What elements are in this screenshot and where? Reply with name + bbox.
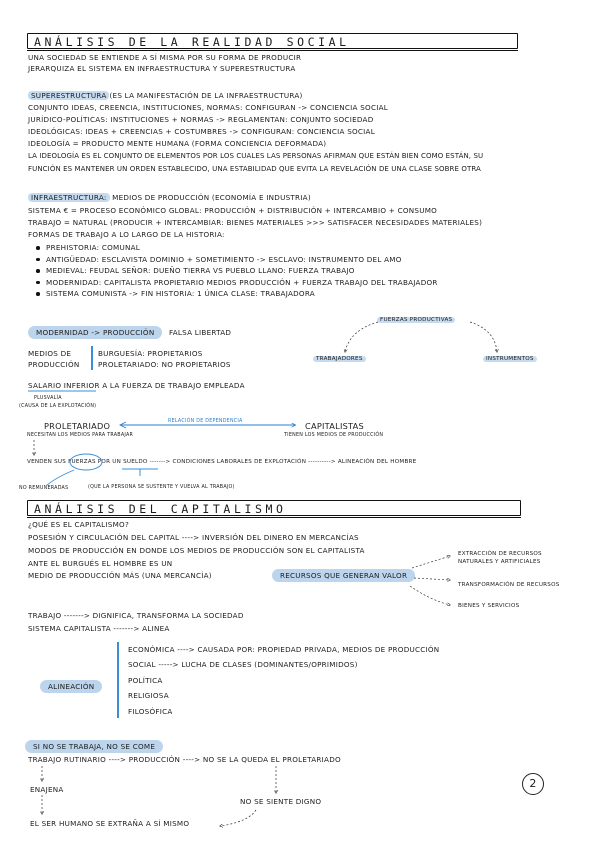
superestructura-heading-rest: (ES LA MANIFESTACIÓN DE LA INFRAESTRUCTURA) — [109, 91, 303, 100]
superestructura-line-2: JURÍDICO-POLÍTICAS: INSTITUCIONES + NORMAS -> REGLAMENTAN: CONJUNTO SOCIEDAD — [28, 115, 374, 124]
plusvalia-text: PLUSVALÍA — [34, 396, 62, 401]
capitalismo-line-5: MEDIO DE PRODUCCIÓN MÁS (UNA MERCANCÍA) — [28, 571, 212, 580]
sueldo-underline — [122, 469, 158, 476]
medios-label-1: MEDIOS DE — [28, 349, 72, 358]
list-item: MODERNIDAD: CAPITALISTA PROPIETARIO MEDIOS PRODUCCIÓN + FUERZA TRABAJO DEL TRABAJADOR — [34, 277, 438, 289]
trabajo-rutinario-text: TRABAJO RUTINARIO ----> PRODUCCIÓN ----> NO SE LA QUEDA EL PROLETARIADO — [28, 755, 341, 764]
sueldo-word: SUELDO — [123, 459, 148, 465]
section-title-capitalismo: ANÁLISIS DEL CAPITALISMO — [27, 500, 521, 516]
infraestructura-line-1: SISTEMA € = PROCESO ECONÓMICO GLOBAL: PRODUCCIÓN + DISTRIBUCIÓN + INTERCAMBIO + CONSUMO — [28, 206, 438, 215]
extraccion-line-2: NATURALES Y ARTIFICIALES — [458, 559, 541, 565]
superestructura-line-6: FUNCIÓN ES MANTENER UN ORDEN ESTABLECIDO, UNA ESTABILIDAD QUE EVITA LA REVELACIÓN DE UNA CLASE SOBRE OTRA — [28, 165, 481, 173]
alineacion-item-social: SOCIAL -----> LUCHA DE CLASES (DOMINANTES/OPRIMIDOS) — [128, 660, 358, 669]
extraccion-line-1: EXTRACCIÓN DE RECURSOS — [458, 551, 542, 557]
sistema-alinea-text: SISTEMA CAPITALISTA -------> ALINEA — [28, 624, 170, 633]
burguesia-text: BURGUESÍA: PROPIETARIOS — [98, 349, 203, 358]
recursos-pill: RECURSOS QUE GENERAN VALOR — [272, 569, 415, 582]
digno-to-extrana-arrow — [220, 810, 256, 826]
list-item: SISTEMA COMUNISTA -> FIN HISTORIA: 1 ÚNICA CLASE: TRABAJADORA — [34, 288, 438, 300]
enajena-text: ENAJENA — [30, 785, 64, 794]
persona-sustente-note: (QUE LA PERSONA SE SUSTENTE Y VUELVA AL TRABAJO) — [88, 485, 235, 490]
fuerzas-arrow-left — [345, 322, 378, 352]
infraestructura-heading-rest: MEDIOS DE PRODUCCIÓN (ECONOMÍA E INDUSTRIA) — [112, 193, 311, 202]
recursos-arrow-extraccion — [412, 556, 450, 568]
no-trabaja-pill: SI NO SE TRABAJA, NO SE COME — [25, 740, 163, 753]
trabajadores-label: TRABAJADORES — [313, 356, 366, 362]
modernidad-pill: MODERNIDAD -> PRODUCCIÓN — [28, 326, 162, 339]
condiciones-text: -------> CONDICIONES LABORALES DE EXPLOTACIÓN ----------> ALINEACIÓN DEL HOMBRE — [149, 459, 417, 465]
recursos-arrow-bienes — [410, 586, 450, 605]
fuerzas-arrow-right — [470, 322, 497, 352]
superestructura-line-5: LA IDEOLOGÍA ES EL CONJUNTO DE ELEMENTOS POR LOS CUALES LAS PERSONAS AFIRMAN QUE ESTÁN BIEN COMO ESTÁN, SU — [28, 152, 484, 160]
ser-humano-extrana-text: EL SER HUMANO SE EXTRAÑA A SÍ MISMO — [30, 819, 190, 828]
fuerzas-to-no-remuneradas — [46, 470, 74, 486]
proletariado-node: PROLETARIADO — [44, 421, 111, 431]
list-item: MEDIEVAL: FEUDAL SEÑOR: DUEÑO TIERRA VS PUEBLO LLANO: FUERZA TRABAJO — [34, 265, 438, 277]
capitalismo-line-4: ANTE EL BURGUÉS EL HOMBRE ES UN — [28, 559, 173, 568]
fuerzas-word: FUERZAS — [68, 459, 96, 465]
transformacion-text: TRANSFORMACIÓN DE RECURSOS — [458, 582, 560, 588]
medios-label-2: PRODUCCIÓN — [28, 360, 80, 369]
alineacion-pill: ALINEACIÓN — [40, 680, 102, 693]
section-title-realidad-social: ANÁLISIS DE LA REALIDAD SOCIAL — [27, 33, 518, 49]
capitalistas-node: CAPITALISTAS — [305, 421, 364, 431]
superestructura-line-1: CONJUNTO IDEAS, CREENCIA, INSTITUCIONES, NORMAS: CONFIGURAN -> CONCIENCIA SOCIAL — [28, 103, 389, 112]
superestructura-line-4: IDEOLOGÍA = PRODUCTO MENTE HUMANA (FORMA CONCIENCIA DEFORMADA) — [28, 139, 327, 148]
alineacion-item-religiosa: RELIGIOSA — [128, 691, 169, 700]
venden-text: VENDEN SUS — [27, 459, 67, 465]
alineacion-item-filosofica: FILOSÓFICA — [128, 707, 173, 716]
falsa-libertad-text: FALSA LIBERTAD — [169, 328, 232, 337]
recursos-arrow-transformacion — [414, 578, 450, 580]
infraestructura-line-2: TRABAJO = NATURAL (PRODUCIR + INTERCAMBIAR: BIENES MATERIALES >>> SATISFACER NECESIDADES MATERIALES) — [28, 218, 483, 227]
alineacion-item-politica: POLÍTICA — [128, 676, 163, 685]
infraestructura-line-3: FORMAS DE TRABAJO A LO LARGO DE LA HISTORIA: — [28, 230, 225, 239]
trabajo-dignifica-text: TRABAJO -------> DIGNIFICA, TRANSFORMA LA SOCIEDAD — [28, 611, 244, 620]
alineacion-item-economica: ECONÓMICA ----> CAUSADA POR: PROPIEDAD PRIVADA, MEDIOS DE PRODUCCIÓN — [128, 645, 440, 654]
superestructura-line-3: IDEOLÓGICAS: IDEAS + CREENCIAS + COSTUMBRES -> CONFIGURAN: CONCIENCIA SOCIAL — [28, 127, 375, 136]
proletariado-note: NECESITAN LOS MEDIOS PARA TRABAJAR — [27, 433, 134, 438]
list-item: PREHISTORIA: COMUNAL — [34, 242, 438, 254]
capitalismo-line-1: ¿QUÉ ES EL CAPITALISMO? — [28, 520, 130, 529]
capitalistas-note: TIENEN LOS MEDIOS DE PRODUCCIÓN — [284, 433, 384, 438]
superestructura-label: SUPERESTRUCTURA — [28, 91, 109, 100]
instrumentos-label: INSTRUMENTOS — [483, 356, 537, 362]
capitalismo-line-3: MODOS DE PRODUCCIÓN EN DONDE LOS MEDIOS DE PRODUCCIÓN SON EL CAPITALISTA — [28, 546, 365, 555]
no-remuneradas-text: NO REMUNERADAS — [19, 486, 69, 491]
fuerzas-productivas-label: FUERZAS PRODUCTIVAS — [377, 317, 455, 323]
no-siente-digno-text: NO SE SIENTE DIGNO — [240, 797, 322, 806]
fuerzas-circle — [70, 454, 102, 470]
intro-line-2: JERARQUIZA EL SISTEMA EN INFRAESTRUCTURA Y SUPERESTRUCTURA — [28, 64, 296, 73]
salario-text: SALARIO INFERIOR A LA FUERZA DE TRABAJO EMPLEADA — [28, 381, 245, 390]
relacion-dependencia-label: RELACIÓN DE DEPENDENCIA — [168, 419, 243, 424]
proletariado-text: PROLETARIADO: NO PROPIETARIOS — [98, 360, 231, 369]
page-number-badge: 2 — [522, 773, 544, 795]
por-un-text: POR UN — [97, 459, 122, 465]
bienes-servicios-text: BIENES Y SERVICIOS — [458, 603, 520, 609]
infraestructura-label: INFRAESTRUCTURA: — [28, 193, 110, 202]
capitalismo-line-2: POSESIÓN Y CIRCULACIÓN DEL CAPITAL ----> INVERSIÓN DEL DINERO EN MERCANCÍAS — [28, 533, 359, 542]
causa-explotacion-text: (CAUSA DE LA EXPLOTACIÓN) — [19, 404, 97, 409]
list-item: ANTIGÜEDAD: ESCLAVISTA DOMINIO + SOMETIMIENTO -> ESCLAVO: INSTRUMENTO DEL AMO — [34, 254, 438, 266]
intro-line-1: UNA SOCIEDAD SE ENTIENDE A SÍ MISMA POR SU FORMA DE PRODUCIR — [28, 53, 302, 62]
